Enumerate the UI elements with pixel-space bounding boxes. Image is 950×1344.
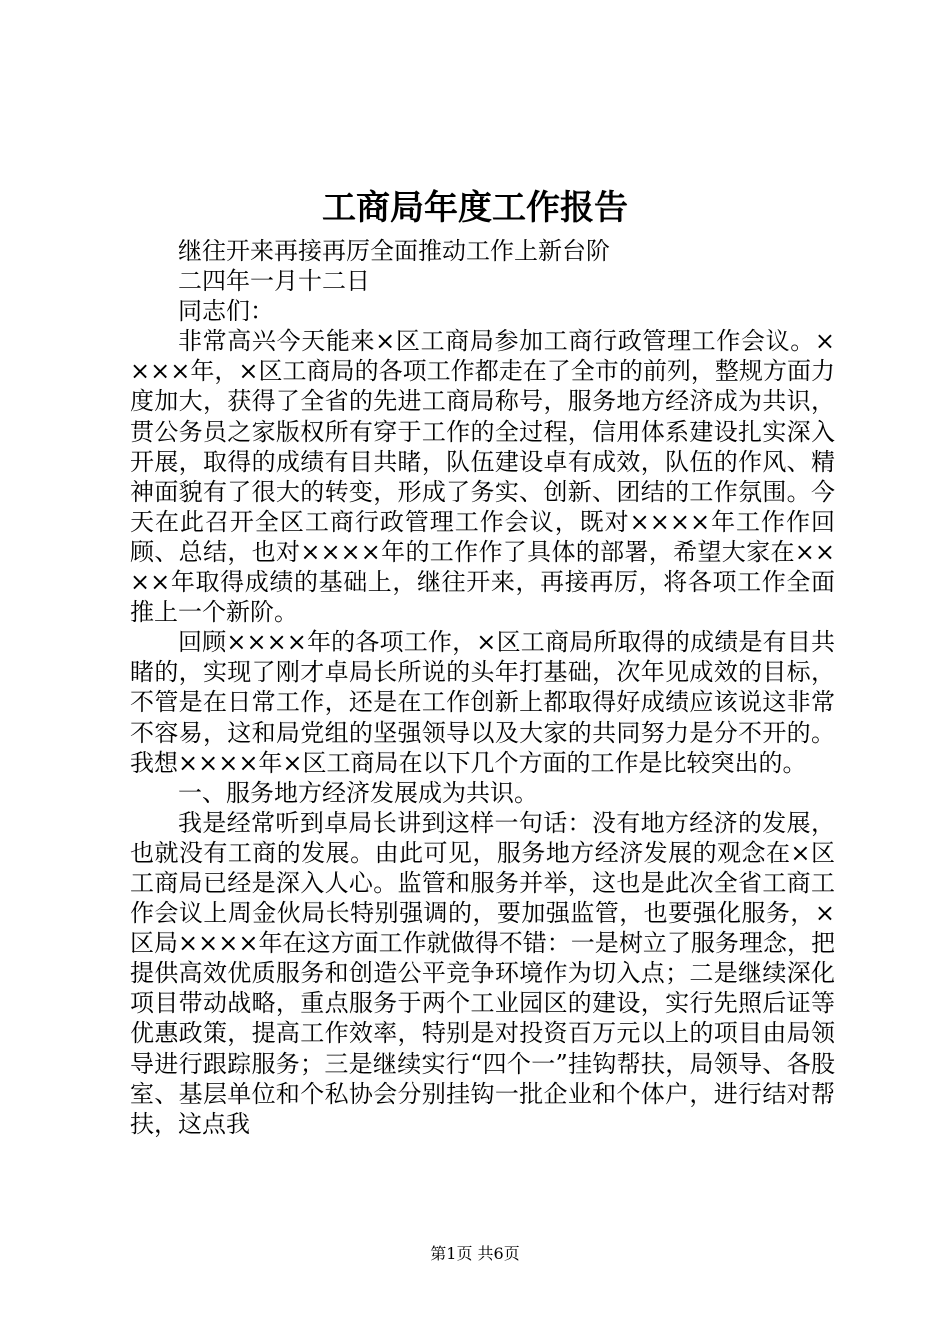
- subtitle-paragraph: 继往开来再接再厉全面推动工作上新台阶: [178, 237, 610, 265]
- page-number-footer: 第1页 共6页: [430, 1244, 520, 1263]
- section-heading: 一、服务地方经济发展成为共识。: [178, 778, 538, 807]
- document-body: [130, 236, 835, 1139]
- date-paragraph: 二四年一月十二日: [178, 267, 370, 296]
- body-paragraph: 非常高兴今天能来×区工商局参加工商行政管理工作会议。××××年，×区工商局的各项工作都走在了全市的前列，整规方面力度加大，获得了全省的先进工商局称号，服务地方经济成为共识，贯公务员之家版权所有穿于工作的全过程，信用体系建设扎实深入开展，取得的成绩有目共睹，队伍建设卓有成效，队伍的作风、精神面貌有了很大的转变，形成了务实、创新、团结的工作氛围。今天在此召开全区工商行政管理工作会议，既对××××年工作作回顾、总结，也对××××年的工作作了具体的部署，希望大家在××××年取得成绩的基础上，继往开来，再接再厉，将各项工作全面推上一个新阶。: [130, 327, 835, 627]
- document-title: 工商局年度工作报告: [322, 188, 628, 228]
- body-paragraph: 我是经常听到卓局长讲到这样一句话：没有地方经济的发展，也就没有工商的发展。由此可见，服务地方经济发展的观念在×区工商局已经是深入人心。监管和服务并举，这也是此次全省工商工作会议上周金伙局长特别强调的，要加强监管，也要强化服务，×区局××××年在这方面工作就做得不错：一是树立了服务理念，把提供高效优质服务和创造公平竞争环境作为切入点；二是继续深化项目带动战略，重点服务于两个工业园区的建设，实行先照后证等优惠政策，提高工作效率，特别是对投资百万元以上的项目由局领导进行跟踪服务；三是继续实行“四个一”挂钩帮扶，局领导、各股室、基层单位和个私协会分别挂钩一批企业和个体户，进行结对帮扶，这点我: [130, 808, 835, 1138]
- body-paragraph: 回顾××××年的各项工作，×区工商局所取得的成绩是有目共睹的，实现了刚才卓局长所说的头年打基础，次年见成效的目标，不管是在日常工作，还是在工作创新上都取得好成绩应该说这非常不容易，这和局党组的坚强领导以及大家的共同努力是分不开的。我想××××年×区工商局在以下几个方面的工作是比较突出的。: [130, 628, 835, 777]
- salutation-paragraph: 同志们：: [178, 297, 274, 326]
